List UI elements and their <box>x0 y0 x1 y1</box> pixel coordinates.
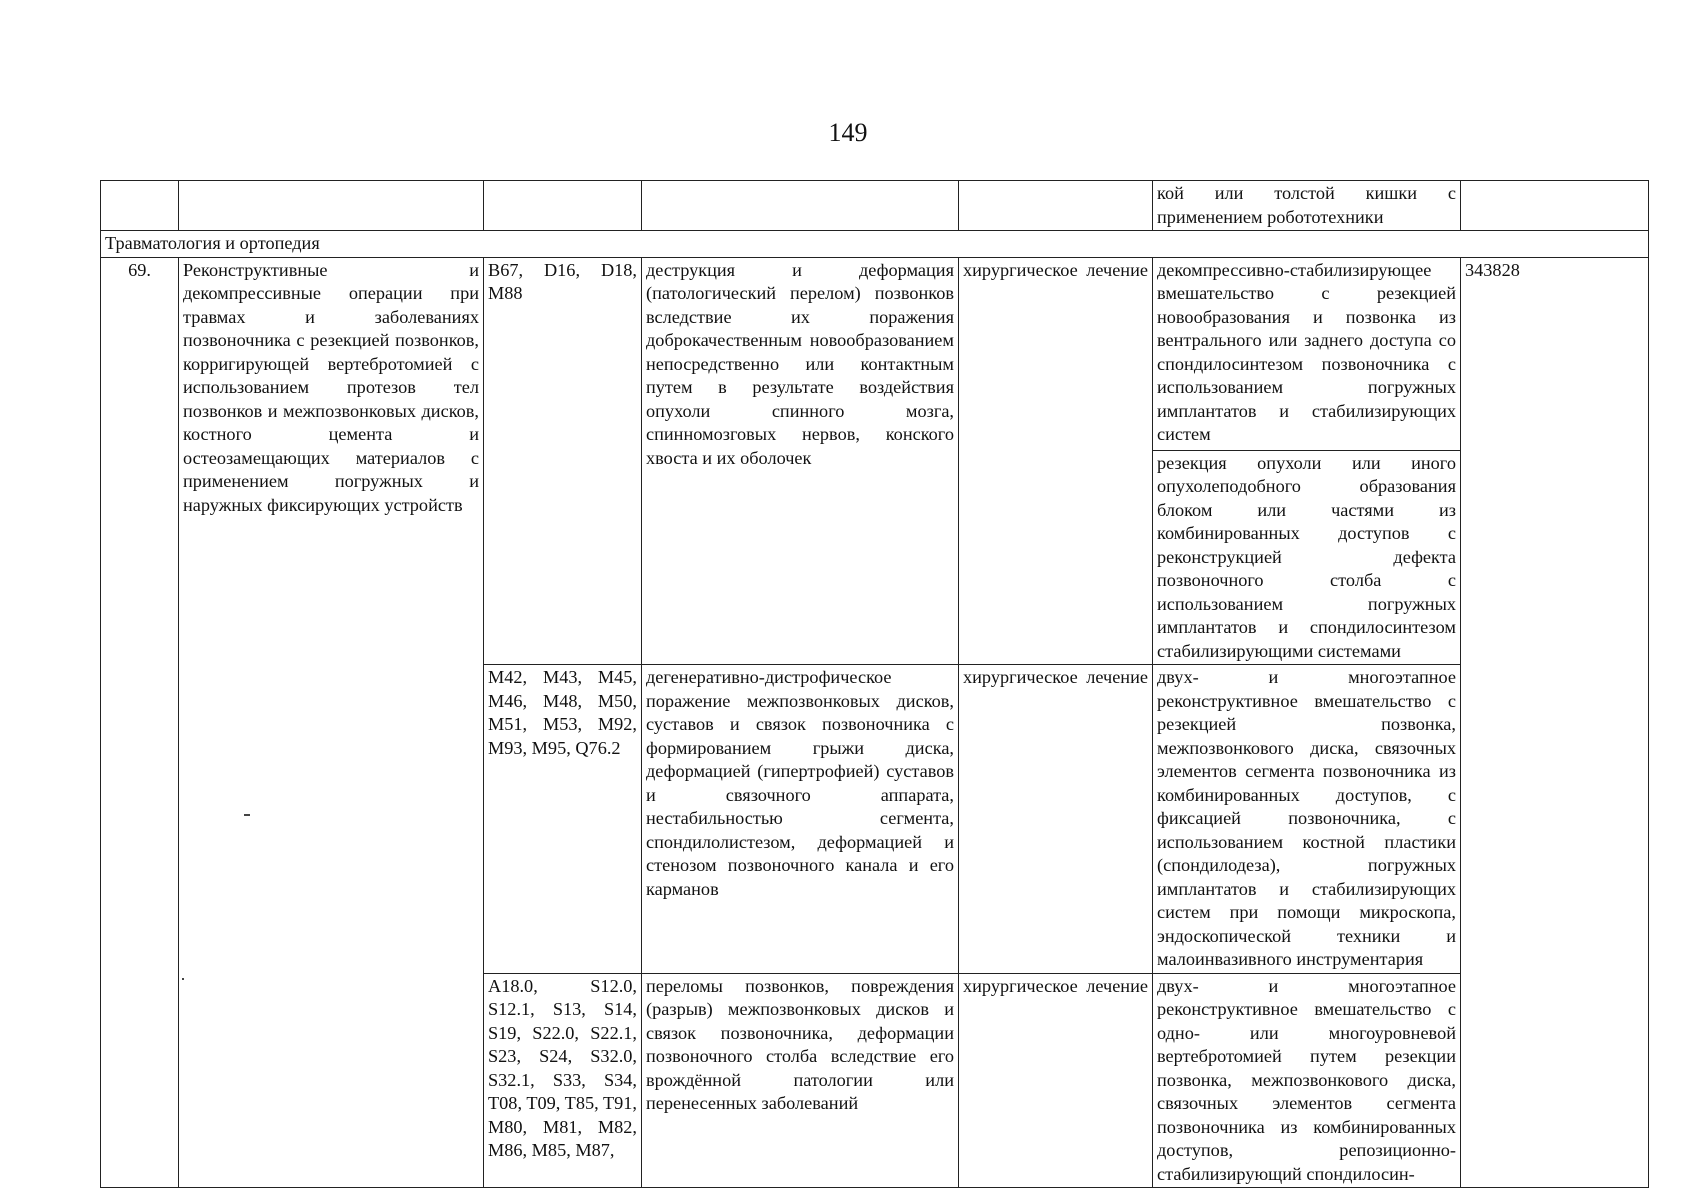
cell-empty <box>484 181 642 231</box>
price-cell: 343828 <box>1461 257 1649 1188</box>
row-number: 69. <box>101 257 179 1188</box>
cell-empty <box>959 181 1153 231</box>
section-title: Травматология и ортопедия <box>101 231 1649 258</box>
cell-empty <box>642 181 959 231</box>
stray-mark <box>244 814 250 816</box>
method-cell: кой или толстой кишки с применением робототехники <box>1153 181 1461 231</box>
stray-mark <box>182 978 184 980</box>
group-name-cell: Реконструктивные и декомпрессивные операции при травмах и заболеваниях позвоночника с резекцией позвонков, корригирующей вертебротомией с использованием протезов тел позвонков и межпозвонковых дисков, костного цемента и остеозамещающих материалов с применением погружных и наружных фиксирующих устройств <box>179 257 484 1188</box>
table-row <box>101 257 1649 450</box>
codes-cell: A18.0, S12.0, S12.1, S13, S14, S19, S22.0, S22.1, S23, S24, S32.0, S32.1, S33, S34, T08, T09, T85, T91, M80, M81, M82, M86, M85, M87, <box>484 973 642 1188</box>
method-cell: двух- и многоэтапное реконструктивное вмешательство с резекцией позвонка, межпозвонкового диска, связочных элементов сегмента позвоночника из комбинированных доступов, с фиксацией позвоночника, с использованием костной пластики (спондилодеза), погружных имплантатов и стабилизирующих систем при помощи микроскопа, эндоскопической техники и малоинвазивного инструментария <box>1153 665 1461 974</box>
medical-care-table <box>100 180 1649 1188</box>
model-cell: деструкция и деформация (патологический перелом) позвонков вследствие их поражения доброкачественным новообразованием непосредственно или контактным путем в результате воздействия опухоли спинного мозга, спинномозговых нервов, конского хвоста и их оболочек <box>642 257 959 665</box>
treatment-cell: хирургическое лечение <box>959 973 1153 1188</box>
cell-empty <box>1461 181 1649 231</box>
model-cell: переломы позвонков, повреждения (разрыв) межпозвонковых дисков и связок позвоночника, деформации позвоночного столба вследствие его врождённой патологии или перенесенных заболеваний <box>642 973 959 1188</box>
codes-cell: B67, D16, D18, M88 <box>484 257 642 665</box>
cell-empty <box>101 181 179 231</box>
method-cell: декомпрессивно-стабилизирующее вмешательство с резекцией новообразования и позвонка из вентрального или заднего доступа со спондилосинтезом позвоночника с использованием погружных имплантатов и стабилизирующих систем <box>1153 257 1461 450</box>
page-number: 149 <box>828 118 868 147</box>
treatment-cell: хирургическое лечение <box>959 257 1153 665</box>
model-cell: дегенеративно-дистрофическое поражение межпозвонковых дисков, суставов и связок позвоночника с формированием грыжи диска, деформацией (гипертрофией) суставов и связочного аппарата, нестабильностью сегмента, спондилолистезом, деформацией и стенозом позвоночного канала и его карманов <box>642 665 959 974</box>
cell-empty <box>179 181 484 231</box>
codes-cell: M42, M43, M45, M46, M48, M50, M51, M53, M92, M93, M95, Q76.2 <box>484 665 642 974</box>
continuation-row <box>101 181 1649 231</box>
method-cell: двух- и многоэтапное реконструктивное вмешательство с одно- или многоуровневой вертебротомией путем резекции позвонка, межпозвонкового диска, связочных элементов сегмента позвоночника из комбинированных доступов, репозиционно-стабилизирующий спондилосин- <box>1153 973 1461 1188</box>
treatment-cell: хирургическое лечение <box>959 665 1153 974</box>
section-row <box>101 231 1649 258</box>
method-cell: резекция опухоли или иного опухолеподобного образования блоком или частями из комбинированных доступов с реконструкцией дефекта позвоночного столба с использованием погружных имплантатов и спондилосинтезом стабилизирующими системами <box>1153 450 1461 665</box>
